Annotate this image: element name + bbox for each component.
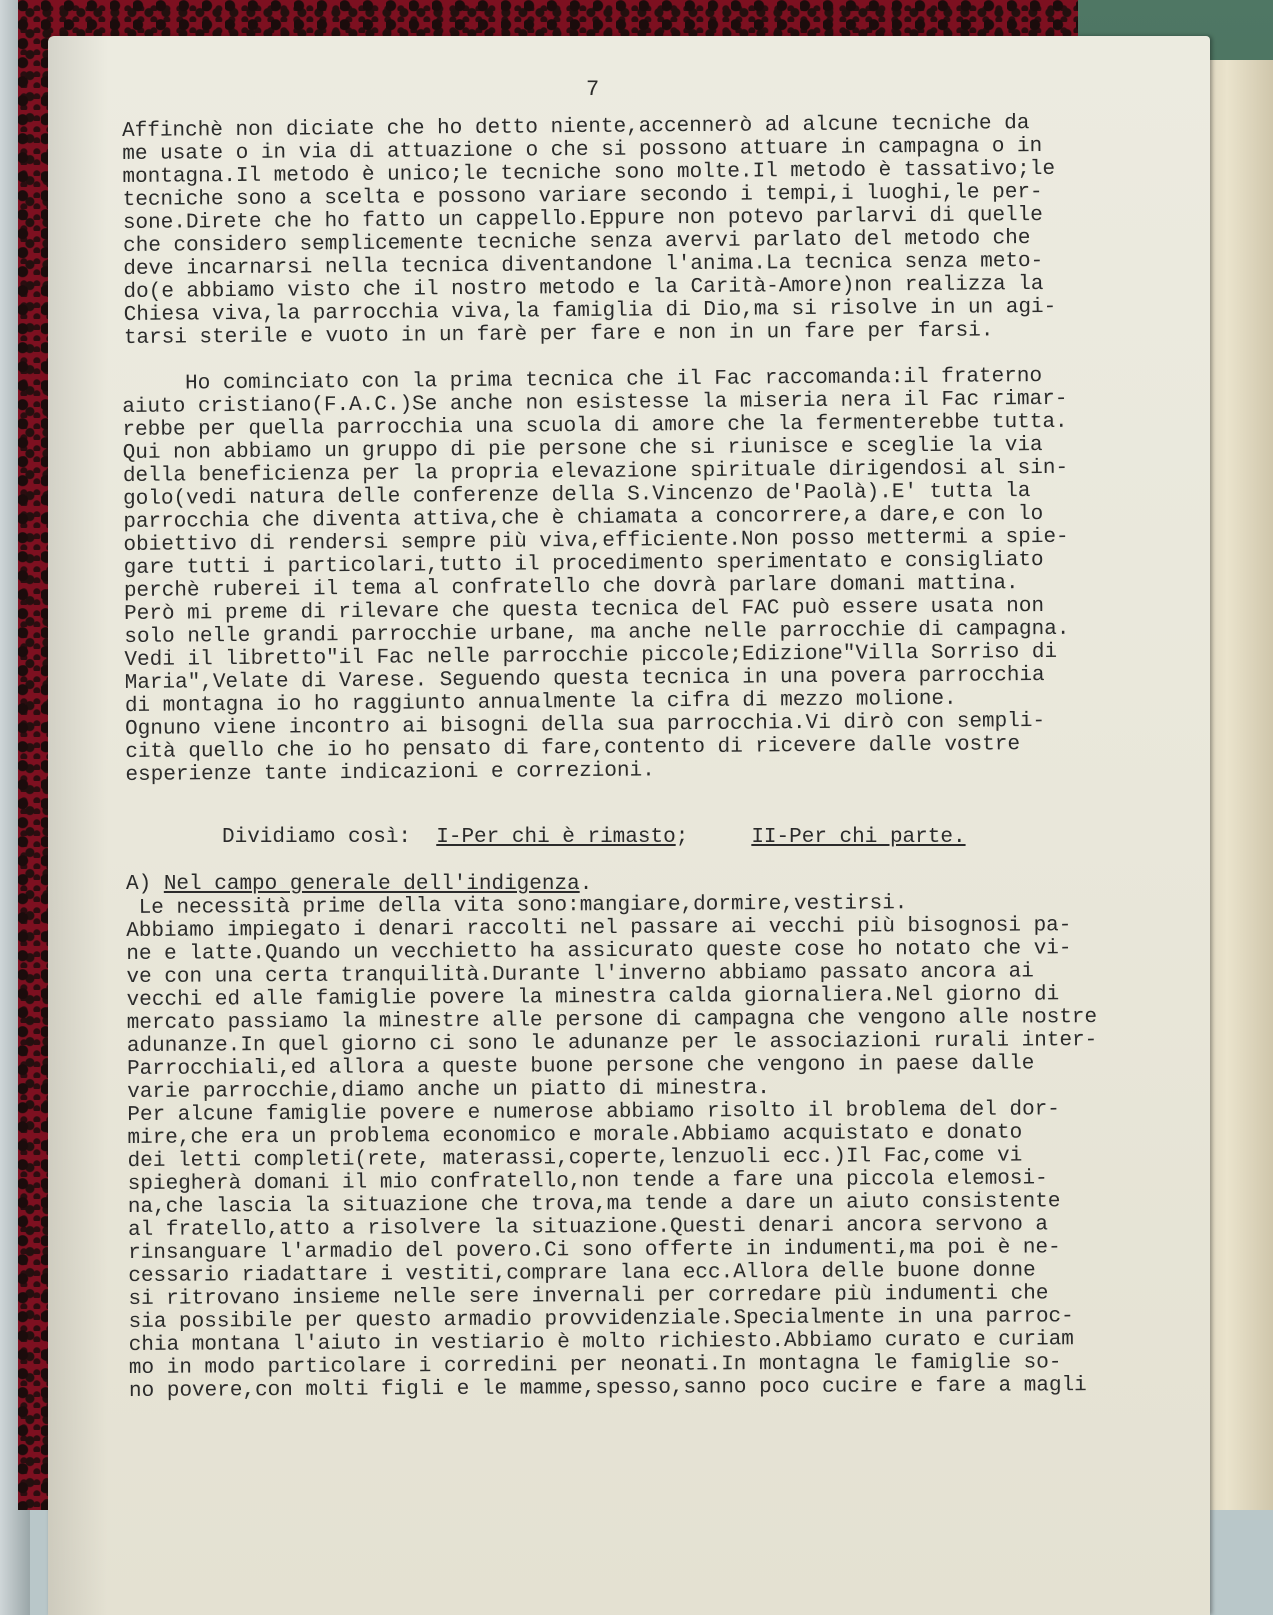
- text-line: Maria",Velate di Varese. Seguendo questa tecnica in una povera parrocchia: [124, 663, 1045, 695]
- text-line: Chiesa viva,la parrocchia viva,la famiglia di Dio,ma si risolve in un agi-: [123, 295, 1057, 327]
- text-line: Per alcune famiglie povere e numerose abbiamo risolto il broblema del dor-: [127, 1098, 1060, 1127]
- text-line: di montagna io ho raggiunto annualmente la cifra di mezzo molione.: [124, 687, 957, 718]
- text-line: Le necessità prime della vita sono:mangiare,dormire,vestirsi.: [126, 892, 908, 920]
- text-line: dei letti completi(rete, materassi,coperte,lenzuoli ecc.)Il Fac,come vi: [127, 1144, 1023, 1173]
- division-line: [222, 826, 966, 849]
- text-line: gare tutti i particolari,tutto il procedimento sperimentato e consigliato: [123, 548, 1044, 580]
- text-line: varie parrocchie,diamo anche un piatto di minestra.: [127, 1077, 770, 1104]
- text-line: Affinchè non diciate che ho detto niente,accennerò ad alcune tecniche da: [122, 112, 1030, 143]
- text-line: obiettivo di rendersi sempre più viva,efficiente.Non posso mettermi a spie-: [123, 525, 1069, 557]
- paragraph-fac-technique: [122, 365, 1071, 787]
- text-line: ve con una certa tranquilità.Durante l'inverno abbiamo passato ancora ai: [126, 960, 1034, 989]
- text-line: deve incarnarsi nella tecnica diventandone l'anima.La tecnica senza meto-: [123, 249, 1044, 281]
- page-fold-shadow: [48, 36, 108, 1615]
- section-a-heading: [126, 873, 592, 896]
- text-line: sia possibile per questo armadio provvidenziale.Specialmente in una parroc-: [128, 1305, 1074, 1334]
- text-line: mo in modo particolare i corredini per neonati.In montagna le famiglie so-: [128, 1351, 1062, 1380]
- text-line: che considero semplicemente tecniche senza avervi parlato del metodo che: [123, 227, 1031, 258]
- text-line: tarsi sterile e vuoto in un farè per fare e non in un fare per farsi.: [123, 319, 994, 350]
- text-line: montagna.Il metodo è unico;le tecniche sono molte.Il metodo è tassativo;le: [122, 157, 1056, 189]
- text-line: Però mi preme di rilevare che questa tecnica del FAC può essere usata non: [124, 594, 1045, 626]
- page-number: 7: [586, 77, 600, 102]
- division-separator: ;: [675, 826, 689, 849]
- text-line: ne e latte.Quando un vecchietto ha assicurato queste cose ho notato che vi-: [126, 937, 1072, 966]
- text-line: si ritrovano insieme nelle sere invernali per corredare più indumenti che: [128, 1282, 1049, 1311]
- text-line: Ho cominciato con la prima tecnica che il Fac raccomanda:il fraterno: [122, 364, 1043, 396]
- text-line: Vedi il libretto"il Fac nelle parrocchie piccole;Edizione"Villa Sorriso di: [124, 640, 1058, 672]
- text-line: Ognuno viene incontro ai bisogni della sua parrocchia.Vi dirò con sempli-: [125, 709, 1046, 741]
- text-line: aiuto cristiano(F.A.C.)Se anche non esistesse la miseria nera il Fac rimar-: [122, 387, 1068, 419]
- text-line: spiegherà domani il mio confratello,non tende a fare una piccola elemosi-: [127, 1167, 1048, 1196]
- text-line: mercato passiamo la minestre alle persone di campagna che vengono alle nostre: [126, 1006, 1098, 1035]
- division-part-2: II-Per chi parte.: [751, 826, 966, 849]
- text-line: chia montana l'aiuto in vestiario è molto richiesto.Abbiamo curato e curiam: [128, 1328, 1074, 1357]
- section-a-title-end: .: [579, 873, 593, 896]
- text-line: perchè ruberei il tema al confratello che dovrà parlare domani mattina.: [123, 572, 1019, 603]
- text-line: solo nelle grandi parrocchie urbane, ma anche nelle parrocchie di campagna.: [124, 617, 1070, 649]
- paragraph-techniques-intro: [122, 112, 1057, 350]
- text-line: rebbe per quella parrocchia una scuola di amore che la fermenterebbe tutta.: [122, 410, 1068, 442]
- text-line: na,che lascia la situazione che trova,ma tende a dare un aiuto consistente: [127, 1190, 1061, 1219]
- text-line: adunanze.In quel giorno ci sono le adunanze per le associazioni rurali inter-: [126, 1029, 1098, 1058]
- text-line: rinsanguare l'armadio del povero.Ci sono offerte in indumenti,ma poi è ne-: [128, 1236, 1061, 1265]
- text-line: Parrocchiali,ed allora a queste buone persone che vengono in paese dalle: [126, 1052, 1035, 1081]
- text-line: parrocchia che diventa attiva,che è chiamata a concorrere,a dare,e con lo: [123, 502, 1044, 534]
- text-line: Abbiamo impiegato i denari raccolti nel passare ai vecchi più bisognosi pa-: [126, 914, 1072, 943]
- text-line: della beneficienza per la propria elevazione spirituale dirigendosi al sin-: [122, 456, 1069, 488]
- text-line: esperienze tante indicazioni e correzioni.: [125, 759, 655, 787]
- section-a-title: Nel campo generale dell'indigenza: [163, 873, 580, 896]
- text-line: me usate o in via di attuazione o che si possono attuare in campagna o in: [122, 134, 1043, 166]
- text-line: do(e abbiamo visto che il nostro metodo e la Carità-Amore)non realizza la: [123, 272, 1044, 304]
- division-intro: Dividiamo così:: [222, 826, 412, 849]
- paragraph-indigence: [126, 891, 1099, 1403]
- text-line: mire,che era un problema economico e morale.Abbiamo acquistato e donato: [127, 1121, 1023, 1150]
- text-line: cità quello che io ho pensato di fare,contento di ricevere dalle vostre: [125, 733, 1021, 764]
- text-line: Qui non abbiamo un gruppo di pie persone che si riunisce e sceglie la via: [122, 433, 1043, 465]
- text-line: sone.Direte che ho fatto un cappello.Eppure non potevo parlarvi di quelle: [122, 203, 1043, 235]
- text-line: tecniche sono a scelta e possono variare secondo i tempi,i luoghi,le per-: [122, 180, 1043, 212]
- text-line: no povere,con molti figli e le mamme,spesso,sanno poco cucire e fare a magli: [128, 1374, 1087, 1403]
- text-line: al fratello,atto a risolvere la situazione.Questi denari ancora servono a: [127, 1213, 1049, 1242]
- section-a-label: A): [126, 873, 152, 896]
- division-part-1: I-Per chi è rimasto: [436, 826, 676, 849]
- text-line: cessario riadattare i vestiti,comprare lana ecc.Allora delle buone donne: [128, 1259, 1036, 1288]
- text-line: vecchi ed alle famiglie povere la minestra calda giornaliera.Nel giorno di: [126, 983, 1060, 1012]
- text-line: golo(vedi natura delle conferenze della S.Vincenzo de'Paolà).E' tutta la: [123, 480, 1031, 511]
